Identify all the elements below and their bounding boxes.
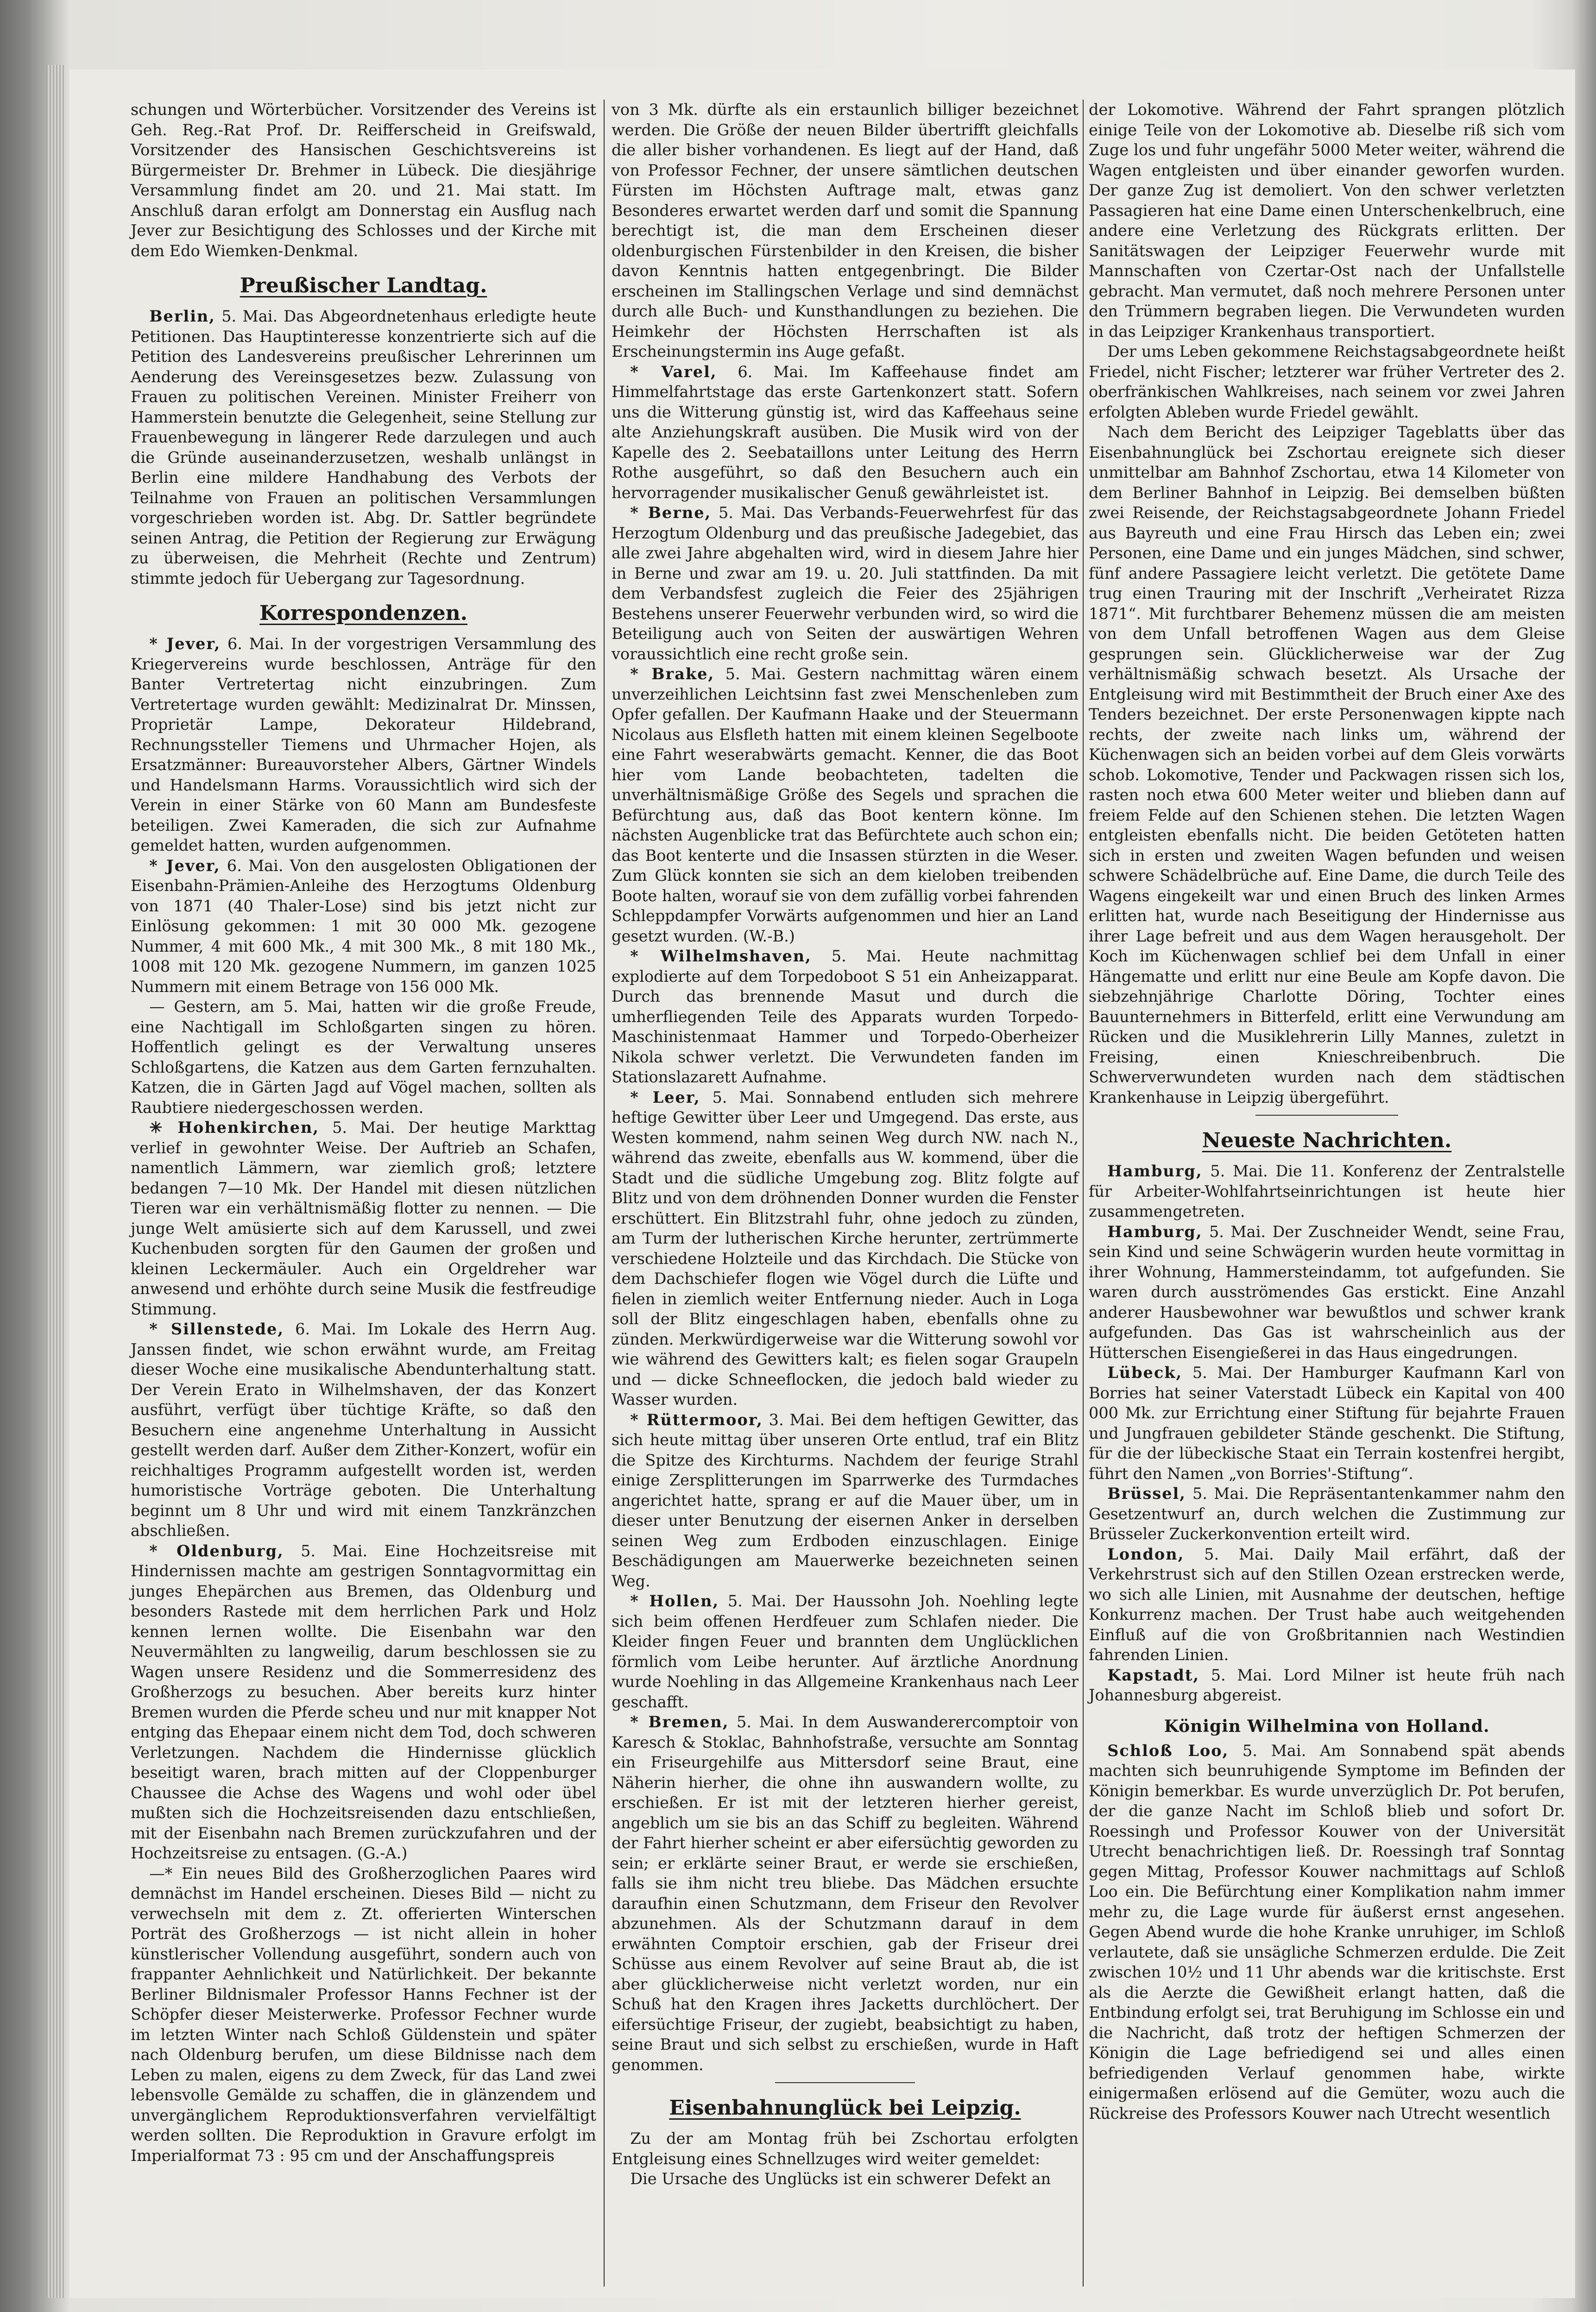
article-berlin bbox=[131, 306, 596, 588]
article-text: Der ums Leben gekommene Reichstagsabgeordnete heißt Friedel, nicht Fischer; letzterer war früher Vertreter des 2. oberfränkischen Wahlkreises, nach seinem vor zwei Jahren erfolgten Ableben wurde Friedel gewählt. bbox=[1089, 342, 1565, 421]
section-divider bbox=[775, 2082, 915, 2083]
article-body: 5. Mai. Am Sonnabend spät abends machten sich beunruhigende Symptome im Befinden der Königin bemerkbar. Es wurde unverzüglich Dr. Pot berufen, der die ganze Nacht im Schloß blieb und sofort Dr. Roessingh und Professor Kouwer von der Universität Utrecht benachrichtigen ließ. Dr. Roessingh traf Sonntag gegen Mittag, Professor Kouwer nachmittags auf Schloß Loo ein. Die Befürchtung einer Komplikation nahm immer mehr zu, die Lage wurde für äußerst ernst angesehen. Gegen Abend wurde die hohe Kranke unruhiger, im Schloß verlautete, daß sie unsägliche Schmerzen erdulde. Die Zeit zwischen 10½ und 11 Uhr abends war die kritischste. Erst als die Aerzte die Gewißheit erlangt hatten, daß die Entbindung erfolgt sei, trat Beruhigung im Schlosse ein und die Nachricht, daß trotz der heftigen Schmerzen der Königin die Lage befriedigend sei und alles einen befriedigenden Verlauf genommen habe, wirkte einigermaßen erlösend auf die Gemüter, wozu auch die Rückreise des Professors Kouwer nach Utrecht wesentlich bbox=[1089, 1741, 1565, 2122]
article-body: 5. Mai. Das Verbands-Feuerwehrfest für das Herzogtum Oldenburg und das preußische Jadegebiet, das alle zwei Jahre abgehalten wird, wird in diesem Jahre hier in Berne und zwar am 19. u. 20. Juli stattfinden. Da mit dem Verbandsfest zugleich die Feier des 25jährigen Bestehens unserer Feuerwehr verbunden wird, so wird die Beteiligung auch von Seiten der auswärtigen Wehren voraussichtlich eine recht große sein. bbox=[612, 504, 1079, 663]
article-bruessel bbox=[1089, 1484, 1565, 1544]
dateline: Schloß Loo, bbox=[1107, 1741, 1229, 1760]
article-body: 6. Mai. Im Kaffeehause findet am Himmelfahrtstage das erste Gartenkonzert statt. Sofern uns die Witterung günstig ist, wird das Kaffeehaus seine alte Anziehungskraft ausüben. Die Musik wird von der Kapelle des 2. Seebataillons unter Leitung des Herrn Rothe ausgeführt, so daß den Besuchern auch ein hervorragender musikalischer Genuß gewährleistet ist. bbox=[612, 362, 1079, 502]
article-berne bbox=[612, 503, 1079, 664]
dateline: Hamburg, bbox=[1107, 1222, 1203, 1241]
article-hamburg-2 bbox=[1089, 1222, 1565, 1363]
article-body: 5. Mai. Die Repräsentantenkammer nahm den Gesetzentwurf an, durch welchen die Zustimmung zur Brüsseler Zuckerkonvention erteilt wird. bbox=[1089, 1484, 1565, 1543]
article-schloss-loo bbox=[1089, 1741, 1565, 2124]
column-middle bbox=[612, 100, 1079, 2189]
article-body: 5. Mai. In dem Auswanderercomptoir von Karesch & Stoklac, Bahnhofstraße, versuchte am Sonntag ein Friseurgehilfe aus Mittersdorf seine Braut, eine Näherin hierher, die ohne ihn auswandern wollte, zu erschießen. Er ist mit der letzteren hierher gereist, angeblich um sie bis an das Schiff zu begleiten. Während der Fahrt hierher scheint er aber eifersüchtig geworden zu sein; er erklärte seiner Braut, er werde sie erschießen, falls sie ihm nicht treu bliebe. Das Mädchen ersuchte daraufhin einen Schutzmann, dem Friseur den Revolver abzunehmen. Als der Schutzmann darauf in dem erwähnten Comptoir erschien, gab der Friseur drei Schüsse aus einem Revolver auf seine Braut ab, die ist aber glücklicherweise nicht verletzt worden, nur ein Schuß hat den Kragen ihres Jacketts durchlöchert. Der eifersüchtige Friseur, der zugiebt, beabsichtigt zu haben, seine Braut und sich selbst zu erschießen, wurde in Haft genommen. bbox=[612, 1713, 1079, 2074]
article-text: von 3 Mk. dürfte als ein erstaunlich billiger bezeichnet werden. Die Größe der neuen Bilder übertrifft gleichfalls die aller bisher vorhandenen. Es liegt auf der Hand, daß von Professor Fechner, der unsere sämtlichen deutschen Fürsten im Höchsten Auftrage malt, etwas ganz Besonderes erwartet werden darf und somit die Spannung berechtigt ist, die man dem Erscheinen dieser oldenburgischen Fürstenbilder in den Kreisen, die bisher davon Kenntnis hatten entgegenbringt. Die Bilder erscheinen im Stallingschen Verlage und sind demnächst durch alle Buch- und Kunsthandlungen zu beziehen. Die Heimkehr der Höchsten Herrschaften ist als Erscheinungstermin ins Auge gefaßt. bbox=[612, 101, 1079, 360]
article-jever-1 bbox=[131, 634, 596, 856]
article-body: 6. Mai. Von den ausgelosten Obligationen der Eisenbahn-Prämien-Anleihe des Herzogtums Oldenburg von 1871 (40 Thaler-Lose) sind bis jetzt nicht zur Einlösung gekommen: 1 mit 30 000 Mk. gezogene Nummer, 4 mit 600 Mk., 4 mit 300 Mk., 8 mit 180 Mk., 1008 mit 120 Mk. gezogene Nummern, im ganzen 1025 Nummern mit einem Betrage von 156 000 Mk. bbox=[131, 856, 597, 996]
article-body: 5. Mai. Sonnabend entluden sich mehrere heftige Gewitter über Leer und Umgegend. Das erste, aus Westen kommend, nahm seinen Weg durch NW. nach N., während das zweite, ebenfalls aus W. kommend, über die Stadt und die südliche Umgebung zog. Blitz folgte auf Blitz und von dem dröhnenden Donner wurden die Fenster erschüttert. Ein Blitzstrahl fuhr, ohne jedoch zu zünden, am Turm der lutherischen Kirche herunter, zertrümmerte verschiedene Holzteile und das Kirchdach. Die Stücke von dem Dachschiefer flogen wie Vögel durch die Lüfte und fielen in ziemlich weiter Entfernung nieder. Auch in Loga soll der Blitz eingeschlagen haben, ebenfalls ohne zu zünden. Merkwürdigerweise war die Witterung sowohl vor wie während des Gewitters kalt; es fielen sogar Graupeln und — dicke Schneeflocken, die jedoch bald wieder zu Wasser wurden. bbox=[612, 1088, 1079, 1409]
dateline: * Jever, bbox=[149, 635, 221, 653]
article-leer bbox=[612, 1087, 1079, 1410]
article-body: 5. Mai. Die 11. Konferenz der Zentralstelle für Arbeiter-Wohlfahrtseinrichtungen ist heute hier zusammengetreten. bbox=[1089, 1162, 1565, 1220]
article-text: schungen und Wörterbücher. Vorsitzender des Vereins ist Geh. Reg.-Rat Prof. Dr. Reifferscheid in Greifswald, Vorsitzender des Hansischen Geschichtsvereins ist Bürgermeister Dr. Brehmer in Lübeck. Die diesjährige Versammlung findet am 20. und 21. Mai statt. Im Anschluß daran erfolgt am Donnerstag ein Ausflug nach Jever zur Besichtigung des Schlosses und der Kirche mit dem Edo Wiemken-Denkmal. bbox=[131, 101, 596, 260]
page-edge bbox=[46, 65, 65, 2298]
dateline: * Wilhelmshaven, bbox=[630, 947, 812, 965]
dateline: Kapstadt, bbox=[1107, 1666, 1200, 1684]
article-body: 5. Mai. Der Hamburger Kaufmann Karl von Borries hat seiner Vaterstadt Lübeck ein Kapital von 400 000 Mk. zur Errichtung einer Stiftung für bejahrte Frauen und Jungfrauen gebildeter Stände geschenkt. Die Stiftung, für die der lübeckische Staat ein Terrain kostenfrei hergibt, führt den Namen „von Borries'-Stiftung“. bbox=[1089, 1364, 1565, 1483]
article-body: 3. Mai. Bei dem heftigen Gewitter, das sich heute mittag über unseren Orte entlud, traf ein Blitz die Spitze des Kirchturms. Nachdem der feurige Strahl einige Zersplitterungen im Sparrwerke des Turmdaches angerichtet hatte, sprang er auf die Mauer über, um in dieser unter Benutzung der eisernen Anker in derselben seinen Weg zum Erdboden einzuschlagen. Einige Beschädigungen am Mauerwerke bezeichneten seinen Weg. bbox=[612, 1410, 1079, 1590]
dateline: Hamburg, bbox=[1107, 1162, 1203, 1180]
article-bild: —* Ein neues Bild des Großherzoglichen Paares wird demnächst im Handel erscheinen. Dieses Bild — nicht zu verwechseln mit dem z. Zt. offerierten Winterschen Porträt des Großherzogs — ist nicht allein in hoher künstlerischer Vollendung ausgeführt, sondern auch von frappanter Aehnlichkeit und Natürlichkeit. Der bekannte Berliner Bildnismaler Professor Hanns Fechner ist der Schöpfer dieser Meisterwerke. Professor Fechner wurde im letzten Winter nach Schloß Güldenstein und später nach Oldenburg berufen, um diese Bildnisse nach dem Leben zu malen, eigens zu dem Zweck, für das Land zwei lebensvolle Gemälde zu schaffen, die in glänzendem und unvergänglichem Reproduktionsverfahren vervielfältigt werden sollten. Die Reproduktion in Gravure erfolgt im Imperialformat 73 : 95 cm und der Anschaffungspreis bbox=[131, 1864, 596, 2165]
article-text: Zu der am Montag früh bei Zschortau erfolgten Entgleisung eines Schnellzuges wird weiter gemeldet: bbox=[612, 2129, 1079, 2168]
dateline: ✳ Hohenkirchen, bbox=[149, 1118, 320, 1137]
dateline: * Hollen, bbox=[630, 1592, 719, 1610]
column-rule bbox=[604, 100, 605, 2287]
article-oldenburg bbox=[131, 1541, 596, 1863]
article-luebeck bbox=[1089, 1363, 1565, 1484]
article-wilhelmshaven bbox=[612, 946, 1079, 1087]
dateline: * Jever, bbox=[149, 856, 221, 875]
article-body: 5. Mai. Der heutige Markttag verlief in gewohnter Weise. Der Auftrieb an Schafen, namentlich Lämmern, war ziemlich groß; letztere bedangen 7—10 Mk. Der Handel mit diesen nützlichen Tieren war ein verhältnismäßig flotter zu nennen. — Die junge Welt amüsierte sich auf dem Karussell, und zwei Kuchenbuden sorgten für den Gaumen der großen und kleinen Leckermäuler. Auch ein Orgeldreher war anwesend und erhöhte durch seine Musik die festfreudige Stimmung. bbox=[131, 1118, 596, 1318]
article-sillenstede bbox=[131, 1319, 596, 1541]
article-body: 5. Mai. Heute nachmittag explodierte auf dem Torpedoboot S 51 ein Anheizapparat. Durch das brennende Masut und durch die umherfliegenden Teile des Apparats wurden Torpedo-Maschinistenmaat Hammer und Torpedo-Oberheizer Nikola schwer verletzt. Die Verwundeten fanden im Stationslazarett Aufnahme. bbox=[612, 947, 1079, 1086]
article-body: 5. Mai. Daily Mail erfährt, daß der Verkehrstrust sich auf den Stillen Ozean erstrecken werde, wo sich alle Linien, mit Ausnahme der deutschen, heftige Konkurrenz machen. Der Trust habe auch weitgehenden Einfluß auf die von Großbritannien nach Westindien fahrenden Linien. bbox=[1089, 1545, 1565, 1664]
article-bremen bbox=[612, 1712, 1079, 2075]
article-body: 5. Mai. Der Zuschneider Wendt, seine Frau, sein Kind und seine Schwägerin wurden heute vormittag in ihrer Wohnung, Hammersteindamm, tot aufgefunden. Sie waren durch ausströmendes Gas erstickt. Eine Anzahl anderer Hausbewohner war bewußtlos und schwer krank aufgefunden. Das Gas ist wahrscheinlich aus der Hütterschen Eisengießerei in das Haus eingedrungen. bbox=[1089, 1222, 1565, 1362]
article-body: 5. Mai. Der Haussohn Joh. Noehling legte sich beim offenen Herdfeuer zum Schlafen nieder. Die Kleider fingen Feuer und brannten dem Unglücklichen förmlich vom Leibe herunter. Auf ärztliche Anordnung wurde Noehling in das Allgemeine Krankenhaus nach Leer geschafft. bbox=[612, 1592, 1079, 1711]
column-rule bbox=[1083, 100, 1084, 2287]
dateline: Berlin, bbox=[149, 307, 215, 325]
article-body: 5. Mai. Das Abgeordnetenhaus erledigte heute Petitionen. Das Hauptinteresse konzentrierte sich auf die Petition des Landesvereins preußischer Lehrerinnen um Aenderung des Vereinsgesetzes bezw. Zulassung von Frauen zu politischen Vereinen. Minister Freiherr von Hammerstein benutzte die Gelegenheit, seine Stellung zur Frauenbewegung in längerer Rede darzulegen und auch die Gründe auseinanderzusetzen, weshalb unlängst in Berlin eine mildere Handhabung des Verbots der Teilnahme von Frauen an politischen Versammlungen vorgeschrieben worden ist. Abg. Dr. Sattler begründete seinen Antrag, die Petition der Regierung zur Erwägung zu überweisen, die Mehrheit (Rechte und Zentrum) stimmte jedoch für Uebergang zur Tagesordnung. bbox=[131, 307, 596, 587]
dateline: * Berne, bbox=[630, 504, 712, 522]
article-body: 5. Mai. Gestern nachmittag wären einem unverzeihlichen Leichtsinn fast zwei Menschenleben zum Opfer gefallen. Der Kaufmann Haake und der Steuermann Nicolaus aus Elsfleth hatten mit einem kleinen Segelboote eine Fahrt weserabwärts gemacht. Kenner, die das Boot hier vom Lande beobachteten, tadelten die unverhältnismäßige Größe des Segels und sprachen die Befürchtung aus, daß das Boot kentern könne. Im nächsten Augenblicke trat das Befürchtete auch schon ein; das Boot kenterte und die Insassen stürzten in die Weser. Zum Glück konnten sie sich an dem kieloben treibenden Boote halten, worauf sie von dem zufällig vorbei fahrenden Schleppdampfer Vorwärts aufgenommen und hier an Land gesetzt wurden. (W.-B.) bbox=[612, 665, 1079, 945]
dateline: * Rüttermoor, bbox=[630, 1410, 763, 1429]
article-kapstadt bbox=[1089, 1665, 1565, 1706]
dateline: * Leer, bbox=[630, 1088, 700, 1106]
dateline: * Brake, bbox=[630, 665, 715, 683]
dateline: London, bbox=[1107, 1545, 1185, 1563]
article-body: 6. Mai. Im Lokale des Herrn Aug. Janssen findet, wie schon erwähnt wurde, am Freitag dieser Woche eine musikalische Abendunterhaltung statt. Der Verein Erato in Wilhelmshaven, der das Konzert ausführt, verfügt über tüchtige Kräfte, so daß den Besuchern eine angenehme Unterhaltung in Aussicht gestellt werden darf. Außer dem Zither-Konzert, wofür ein reichhaltiges Programm aufgestellt worden ist, werden humoristische Vorträge geboten. Die Unterhaltung beginnt um 8 Uhr und wird mit einem Tanzkränzchen abschließen. bbox=[131, 1320, 596, 1540]
article-ruettermoor bbox=[612, 1410, 1079, 1592]
dateline: * Sillenstede, bbox=[149, 1320, 284, 1338]
section-heading-korrespondenzen: Korrespondenzen. bbox=[259, 601, 467, 625]
article-london bbox=[1089, 1544, 1565, 1665]
article-body: 5. Mai. Eine Hochzeitsreise mit Hindernissen machte am gestrigen Sonntagvormittag ein junges Ehepärchen aus Bremen, das Oldenburg und besonders Rastede mit dem herrlichen Park und Holz kennen lernen wollte. Die Eisenbahn war den Neuvermählten zu langweilig, darum beschlossen sie zu Wagen unsere Residenz und die Sommerresidenz des Großherzogs zu besuchen. Aber bereits kurz hinter Bremen wurden die Pferde scheu und nur mit knapper Not entging das Ehepaar einem nicht dem Tod, doch schweren Verletzungen. Nachdem die Hindernisse glücklich beseitigt waren, brach mitten auf der Cloppenburger Chaussee die Achse des Wagens und wohl oder übel mußten sich die Hochzeitsreisenden dazu entschließen, mit der Eisenbahn nach Bremen zurückzufahren und der Hochzeitsreise zu entsagen. (G.-A.) bbox=[131, 1541, 596, 1862]
article-varel bbox=[612, 362, 1079, 503]
dateline: * Bremen, bbox=[630, 1713, 729, 1731]
article-text: der Lokomotive. Während der Fahrt sprangen plötzlich einige Teile von der Lokomotive ab. Dieselbe riß sich vom Zuge los und fuhr ungefähr 5000 Meter weiter, während die Wagen entgleisten und über einander geworfen wurden. Der ganze Zug ist demoliert. Von den schwer verletzten Passagieren hat eine Dame einen Unterschenkelbruch, eine andere eine Verletzung des Rückgrats erlitten. Der Sanitätswagen der Leipziger Feuerwehr wurde mit Mannschaften von Czertar-Ost nach der Unfallstelle gebracht. Man vermutet, daß noch mehrere Personen unter den Trümmern begraben liegen. Die Verwundeten wurden in das Leipziger Krankenhaus transportiert. bbox=[1089, 101, 1565, 341]
column-left bbox=[131, 100, 596, 2166]
dateline: Lübeck, bbox=[1107, 1364, 1183, 1382]
dateline: * Oldenburg, bbox=[149, 1541, 284, 1560]
article-body: 6. Mai. In der vorgestrigen Versammlung des Kriegervereins wurde beschlossen, Anträge für den Banter Vertretertag nicht einzubringen. Zum Vertretertage wurden gewählt: Medizinalrat Dr. Minssen, Proprietär Lampe, Dekorateur Hildebrand, Rechnungssteller Tiemens und Uhrmacher Hojen, als Ersatzmänner: Bureauvorsteher Albers, Gärtner Windels und Handelsmann Harms. Voraussichtlich wird sich der Verein in einer Stärke von 60 Mann am Bundesfeste beteiligen. Zwei Kameraden, die sich zur Aufnahme gemeldet hatten, wurden aufgenommen. bbox=[131, 635, 597, 854]
article-body: 5. Mai. Lord Milner ist heute früh nach Johannesburg abgereist. bbox=[1089, 1666, 1565, 1704]
column-right bbox=[1089, 100, 1565, 2123]
section-heading-eisenbahnunglueck: Eisenbahnunglück bei Leipzig. bbox=[669, 2096, 1021, 2120]
section-heading-koenigin: Königin Wilhelmina von Holland. bbox=[1164, 1716, 1490, 1736]
section-heading-landtag: Preußischer Landtag. bbox=[240, 274, 487, 297]
article-hohenkirchen bbox=[131, 1118, 596, 1319]
article-brake bbox=[612, 664, 1079, 946]
section-divider bbox=[1255, 1115, 1398, 1116]
article-nachtigall: — Gestern, am 5. Mai, hatten wir die große Freude, eine Nachtigall im Schloßgarten singen zu hören. Hoffentlich gelingt es der Verwaltung unseres Schloßgartens, die Katzen aus dem Garten fernzuhalten. Katzen, die in Gärten Jagd auf Vögel machen, sollten als Raubtiere niedergeschossen werden. bbox=[131, 998, 596, 1117]
article-hollen bbox=[612, 1591, 1079, 1712]
article-text: Nach dem Bericht des Leipziger Tageblatts über das Eisenbahnunglück bei Zschortau ereignete sich dieser unmittelbar am Bahnhof Zschortau, etwa 14 Kilometer von dem Berliner Bahnhof in Leipzig. Bei demselben büßten zwei Reisende, der Reichstagsabgeordnete Johann Friedel aus Bayreuth und eine Frau Hirsch das Leben ein; zwei Personen, eine Dame und ein junges Mädchen, sind schwer, fünf andere Passagiere leicht verletzt. Die getötete Dame trug einen Trauring mit der Inschrift „Verheiratet Rizza 1871“. Mit furchtbarer Behemenz müssen die am meisten von dem Unfall betroffenen Wagen aus dem Gleise gesprungen sein. Glücklicherweise war der Zug verhältnismäßig schwach besetzt. Als Ursache der Entgleisung wird mit Bestimmtheit der Bruch einer Axe des Tenders bezeichnet. Der erste Personenwagen kippte nach rechts, der zweite nach links um, während der Küchenwagen sich an beiden vorbei auf dem Gleis vorwärts schob. Lokomotive, Tender und Packwagen rissen sich los, rasten noch etwa 600 Meter weiter und blieben dann auf freiem Felde auf den Schienen stehen. Die letzten Wagen entgleisten ebenfalls nicht. Die beiden Getöteten hatten sich in ersten und zweiten Wagen befunden und weisen schwere Schädelbrüche auf. Eine Dame, die durch Teile des Wagens eingekeilt war und einen Bruch des linken Armes erlitten hat, wurde nach Beseitigung der Hindernisse aus ihrer Lage befreit und aus dem Wagen herausgeholt. Der Koch im Küchenwagen schlief bei dem Unfall in einer Hängematte und erlitt nur eine Beule am Kopfe davon. Die siebzehnjährige Charlotte Döring, Tochter eines Bauunternehmers in Bitterfeld, erlitt eine Verwundung am Rücken und die Musiklehrerin Lilly Mannes, zuletzt in Freising, einen Knieschreibenbruch. Die Schwerverwundeten wurden nach dem städtischen Krankenhause in Leipzig übergeführt. bbox=[1089, 423, 1565, 1106]
article-text: Die Ursache des Unglücks ist ein schwerer Defekt an bbox=[630, 2170, 1051, 2188]
article-hamburg-1 bbox=[1089, 1161, 1565, 1222]
section-heading-neueste-nachrichten: Neueste Nachrichten. bbox=[1202, 1129, 1452, 1152]
dateline: Brüssel, bbox=[1107, 1484, 1186, 1503]
article-jever-2 bbox=[131, 856, 596, 997]
dateline: * Varel, bbox=[630, 362, 717, 381]
